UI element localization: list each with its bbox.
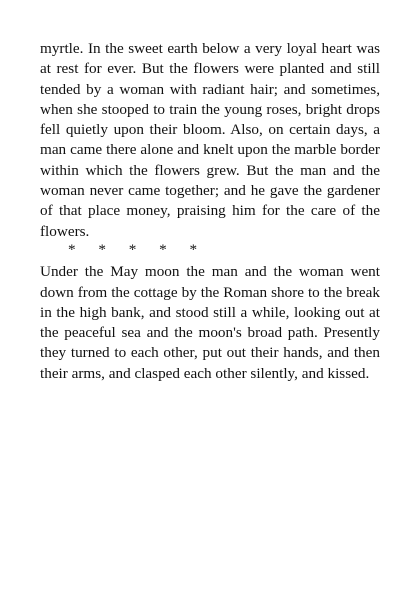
paragraph-2: Under the May moon the man and the woman went down from the cottage by the Roman shore to the break in the high bank, and stood still a while, looking out at the peaceful sea and the moon's broad path. Presently they turned to each other, put out their hands, and then their arms, and clasped each other silently, and kissed. xyxy=(40,263,380,382)
section-break: * * * * * xyxy=(68,240,198,258)
paragraph-1: myrtle. In the sweet earth below a very loyal heart was at rest for ever. But the flowers were planted and still tended by a woman with radiant hair; and sometimes, when she stooped to train the young roses, bright drops fell quietly upon their bloom. Also, on certain days, a man came there alone and knelt upon the marble border within which the flowers grew. But the man and the woman never came together; and he gave the gardener of that place money, praising him for the care of the flowers. xyxy=(40,40,380,240)
page-body xyxy=(40,39,380,384)
